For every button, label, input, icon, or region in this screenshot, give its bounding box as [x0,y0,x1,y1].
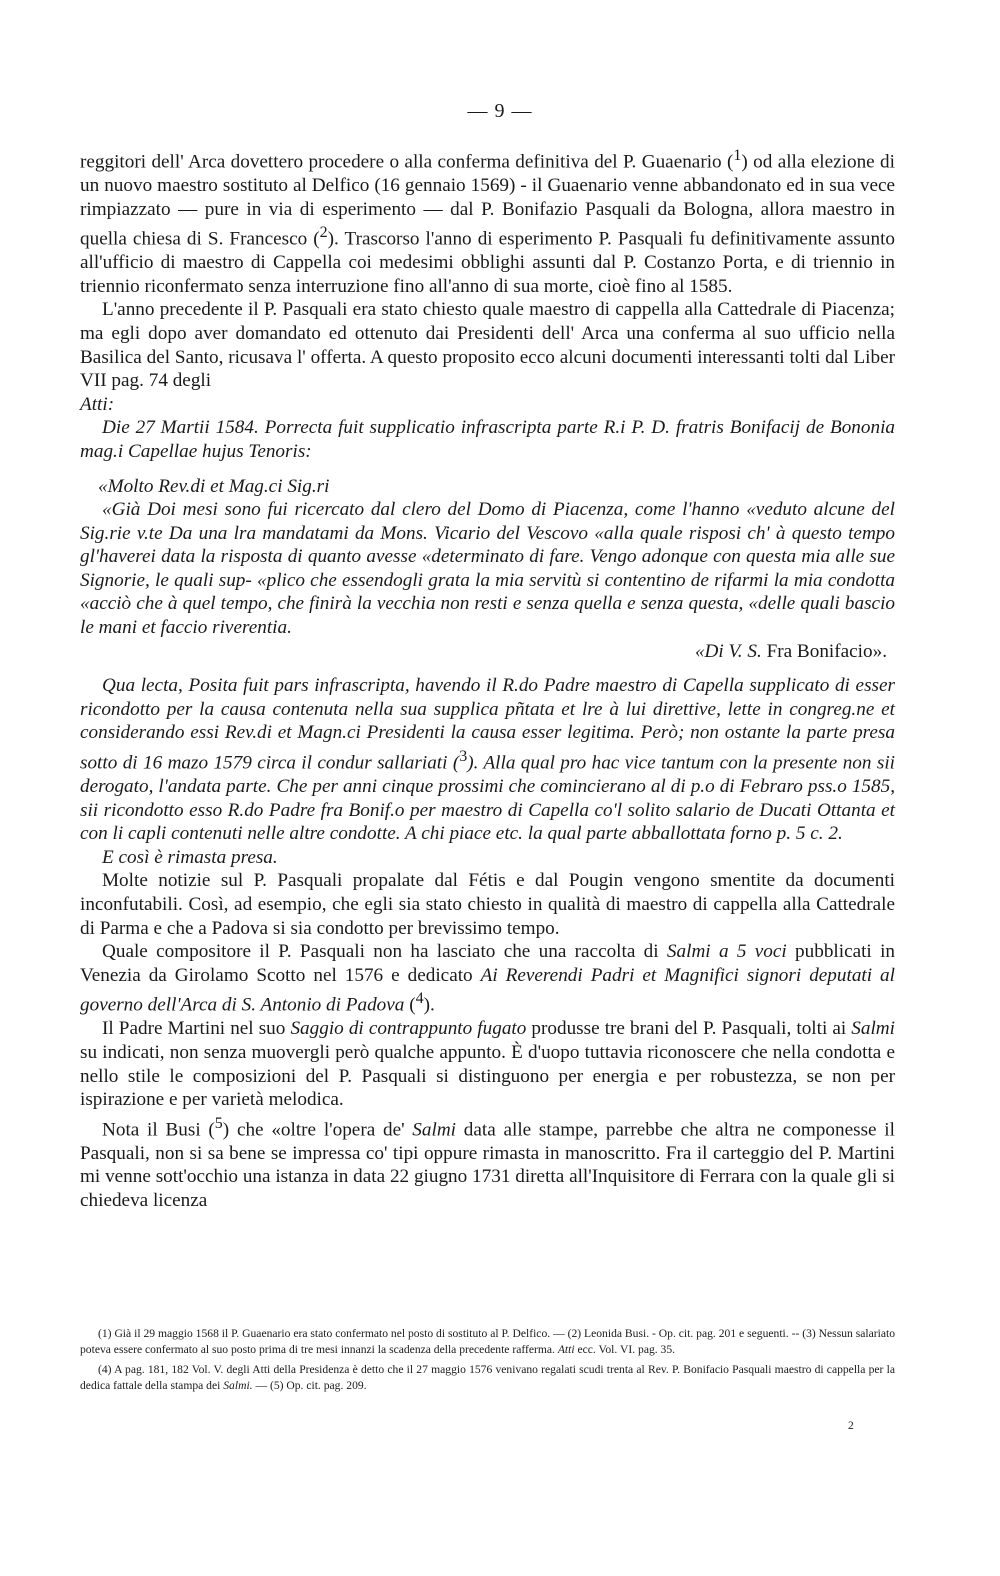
text-span: produsse tre brani del P. Pasquali, tolti ai [526,1018,852,1040]
text-span: Quale compositore il P. Pasquali non ha lasciato che una raccolta di [102,941,667,963]
text-span: (1) Già il 29 maggio 1568 il P. Guaenario era stato confermato nel posto di sostituto al P. Delfico. — (2) Leonida Busi. - Op. cit. pag. 201 e seguenti. -- (3) Nessun salariato poteva essere confermato al suo posto prima di tre mesi innanzi la scadenza della precedente rafferma. [80,1327,895,1356]
italic-text: Salmi. [223,1379,253,1392]
text-span: reggitori dell' Arca dovettero procedere o alla conferma definitiva del P. Guaenario ( [80,151,734,173]
sheet-signature: 2 [848,1420,854,1432]
text-span: Fra Bonifacio». [766,640,887,662]
paragraph-1 [80,144,895,298]
italic-text: Salmi [851,1018,895,1040]
page-number: — 9 — [467,100,533,122]
italic-text: «Già Doi mesi sono fui ricercato dal clero del Domo di Piacenza, come l'hanno «veduto alcune del Sig.rie v.te Da una lra mandatami da Mons. Vicario del Vescovo «alla quale risposi ch' à questo tempo gl'haverei data la risposta di quanto avesse «determinato di fare. Vengo adonque con questa mia alle sue Signorie, le quali sup- «plico che essendogli grata la mia servitù si contentino de rifarmi la mia condotta «acciò che à quel tempo, che finirà la vecchia non resti e senza quella e senza questa, «delle quali bascio le mani et faccio riverentia. [80,499,895,639]
footnotes [80,1326,895,1394]
italic-text: Atti: [80,393,115,415]
footnote-1-3 [80,1326,895,1358]
text-span: ecc. Vol. VI. pag. 35. [577,1343,676,1356]
paragraph-document-heading [80,416,895,463]
text-span: (4) A pag. 181, 182 Vol. V. degli Atti della Presidenza è detto che il 27 maggio 1576 venivano regalati scudi trenta al Rev. P. Bonifacio Pasquali maestro di cappella per la dedica fattale della stampa dei [80,1363,895,1392]
text-span: ( [404,994,416,1016]
main-text [80,144,895,1212]
text-span: su indicati, non senza muovergli però qualche appunto. È d'uopo tuttavia riconoscere che nella condotta e nello stile le composizioni del P. Pasquali si distinguono per energia e per robustezza, se non per ispirazione e per varietà melodica. [80,1041,895,1111]
text-span: — (5) Op. cit. pag. 209. [255,1379,367,1392]
text-span: pubblicati in Venezia da Girolamo Scotto nel 1576 e dedicato [80,941,896,986]
text-span: ) od alla elezione di un nuovo maestro sostituto al Delfico (16 gennaio 1569) - il Guaenario venne abbandonato ed in sua vece rimpiazzato — pure in via di esperimento — dal P. Bonifazio Pasquali da Bologna, allora maestro in quella chiesa di S. Francesco ( [80,151,895,250]
italic-text: Qua lecta, Posita fuit pars infrascripta, havendo il R.do Padre maestro di Capella supplicato di esser ricondotto per la causa contenuta nella sua supplica pñtata et lre à lui direttive, lette in congreg.ne et considerando essi Rev.di et Magn.ci Presidenti la causa esser legitima. Però; non ostante la parte presa sotto di 16 mazo 1579 circa il condur sallariati ( [80,675,895,774]
footnote-4-5 [80,1362,895,1394]
italic-text: «Di V. S. [694,640,762,662]
text-span: ). Trascorso l'anno di esperimento P. Pasquali fu definitivamente assunto all'ufficio di maestro di Cappella coi medesimi obblighi assunti dal P. Costanzo Porta, e di triennio in triennio riconfermato senza interruzione fino all'anno di sua morte, cioè fino al 1585. [80,228,895,297]
paragraph-approval [80,846,895,870]
paragraph-deliberation [80,674,895,846]
italic-text: Saggio di contrappunto fugato [290,1018,527,1040]
text-span: ) che «oltre l'opera de' [222,1119,413,1141]
spacer [80,663,895,674]
italic-text: ). Alla qual pro hac vice tantum con la presente non sii derogato, l'andata parte. Che per anni cinque prossimi che comincierano al di p.o di Febraro pss.o 1585, sii ricondotto esso R.do Padre fra Bonif.o per maestro di Capella co'l solito salario de Ducati Ottanta et con li capli contenuti nelle altre condotte. A chi piace etc. la qual parte abballottata forno p. 5 c. 2. [80,752,895,845]
text-span: Molte notizie sul P. Pasquali propalate dal Fétis e dal Pougin vengono smentite da documenti inconfutabili. Così, ad esempio, che egli sia stato chiesto in qualità di maestro di cappella alla Cattedrale di Parma e che a Padova si sia condotto per brevissimo tempo. [80,870,895,939]
letter-salutation [80,475,895,499]
italic-text: Salmi a 5 voci [666,941,787,963]
letter-body [80,498,895,640]
footnote-ref: 3 [459,748,468,766]
footnote-ref: 1 [733,147,742,164]
footnote-ref: 4 [415,990,424,1008]
italic-text: Atti [557,1343,575,1356]
paragraph-3 [80,869,895,940]
footnote-ref: 2 [319,224,328,242]
paragraph-5 [80,1017,895,1111]
italic-text: «Molto Rev.di et Mag.ci Sig.ri [98,475,330,497]
paragraph-6 [80,1112,895,1213]
text-span: L'anno precedente il P. Pasquali era stato chiesto quale maestro di cappella alla Cattedrale di Piacenza; ma egli dopo aver domandato ed ottenuto dai Presidenti dell' Arca una conferma al suo ufficio nella Basilica del Santo, ricusava l' offerta. A questo proposito ecco alcuni documenti interessanti tolti dal Liber VII pag. 74 degli [80,299,895,392]
text-span: Il Padre Martini nel suo [102,1018,291,1040]
footnote-ref: 5 [214,1114,223,1132]
text-span: Nota il Busi ( [102,1119,215,1141]
text-span: data alle stampe, parrebbe che altra ne componesse il Pasquali, non si sa bene se impressa co' tipi oppure rimasta in manoscritto. Fra il carteggio del P. Martini mi venne sott'occhio una istanza in data 22 giugno 1731 diretta all'Inquisitore di Ferrara con la quale gli si chiedeva licenza [80,1119,895,1211]
italic-text: Salmi [412,1119,457,1141]
paragraph-2 [80,298,895,416]
italic-text: Die 27 Martii 1584. Porrecta fuit supplicatio infrascripta parte R.i P. D. fratris Bonifacij de Bononia mag.i Capellae hujus Tenoris: [80,417,895,462]
italic-text: Ai Reverendi Padri et Magnifici signori deputati al governo dell'Arca di S. Antonio di Padova [80,964,895,1016]
text-span: ). [423,994,435,1016]
letter-signature [80,640,895,664]
spacer [80,464,895,475]
italic-text: E così è rimasta presa. [102,846,278,868]
paragraph-4 [80,940,895,1017]
